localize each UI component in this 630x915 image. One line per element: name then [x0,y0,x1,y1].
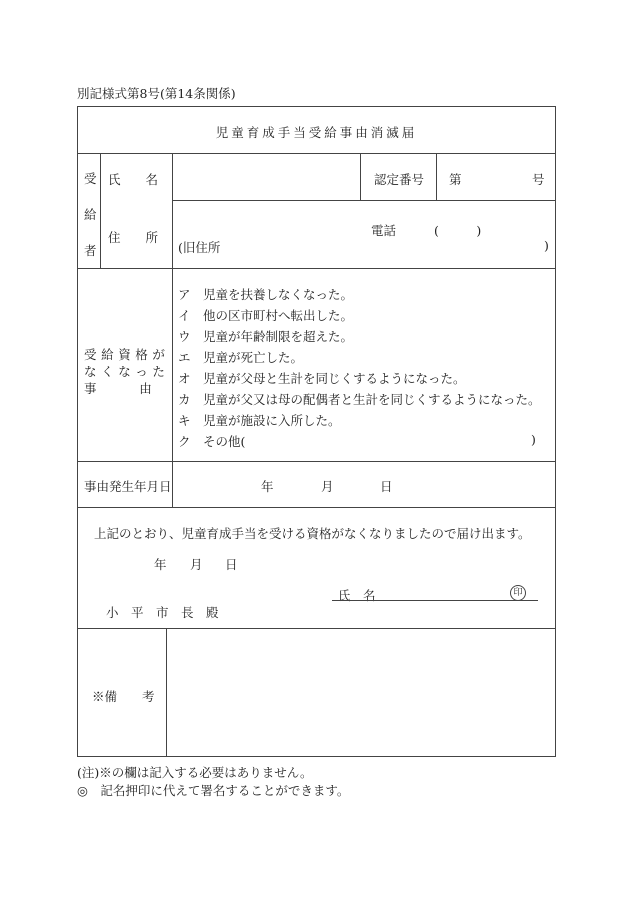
reason-item-a: ア 児童を扶養しなくなった。 [178,287,354,302]
cert-number-go: 号 [532,172,545,187]
signer-name-field[interactable] [388,581,508,599]
remarks-label: ※備 考 [92,689,155,704]
reasons-label-line-1: 受給資格が [84,347,170,362]
remarks-field[interactable] [168,630,554,756]
form-title: 児童育成手当受給事由消滅届 [215,125,418,140]
address-field[interactable] [173,201,555,267]
cert-label-left-divider [360,153,361,200]
declaration-year-label: 年 [154,557,167,572]
occurrence-date-label: 事由発生年月日 [84,479,172,494]
reason-other-close: ) [531,432,536,447]
cert-number-label: 認定番号 [374,172,425,187]
occurrence-day-label: 日 [380,479,393,494]
reasons-label-line-3: 事 由 [84,381,154,396]
phone-label: 電話 [371,223,397,238]
occurrence-date-field[interactable] [173,463,555,506]
declaration-divider [78,628,555,629]
old-address-close: ) [544,238,549,253]
footer-note-signature: ◎ 記名押印に代えて署名することができます。 [77,783,350,798]
reason-item-e: エ 児童が死亡した。 [178,350,304,365]
declaration-day-label: 日 [225,557,238,572]
old-address-open: (旧住所 [178,240,221,255]
recipient-label-char-2: 給 [84,207,97,222]
address-label: 住 所 [108,230,159,245]
recipient-label-char-3: 者 [84,243,97,258]
recipient-divider [78,268,555,269]
notification-form [77,106,556,757]
cert-number-field[interactable] [466,154,528,199]
occurrence-year-label: 年 [261,479,274,494]
name-label: 氏 名 [108,172,159,187]
reasons-label-line-2: なくなった [84,364,170,379]
reason-other-field[interactable] [246,429,528,449]
reason-item-i: イ 他の区市町村へ転出した。 [178,308,354,323]
reasons-divider [78,461,555,462]
remarks-divider [166,628,167,756]
reason-item-o: オ 児童が父母と生計を同じくするようになった。 [178,371,466,386]
reason-item-u: ウ 児童が年齢制限を超えた。 [178,329,354,344]
name-field[interactable] [173,154,359,199]
footer-note: (注)※の欄は記入する必要はありません。 [77,765,313,780]
occurrence-month-label: 月 [321,479,334,494]
recipient-label-char-1: 受 [84,171,97,186]
phone-area-code: ( ) [434,223,482,238]
addressee: 小 平 市 長 殿 [106,605,219,620]
signer-name-label: 氏 名 [338,588,376,603]
signature-underline [332,600,538,601]
reason-item-ka: カ 児童が父又は母の配偶者と生計を同じくするようになった。 [178,392,541,407]
reason-item-ku: ク その他( [178,434,246,449]
declaration-month-label: 月 [190,557,203,572]
form-number-label: 別記様式第8号(第14条関係) [77,86,236,101]
seal-icon: 印 [510,585,526,601]
recipient-label-divider [100,153,101,268]
cert-number-dai: 第 [449,172,462,187]
cert-label-right-divider [436,153,437,200]
occurrence-divider [78,507,555,508]
reason-item-ki: キ 児童が施設に入所した。 [178,413,341,428]
declaration-text: 上記のとおり、児童育成手当を受ける資格がなくなりましたので届け出ます。 [94,526,531,541]
